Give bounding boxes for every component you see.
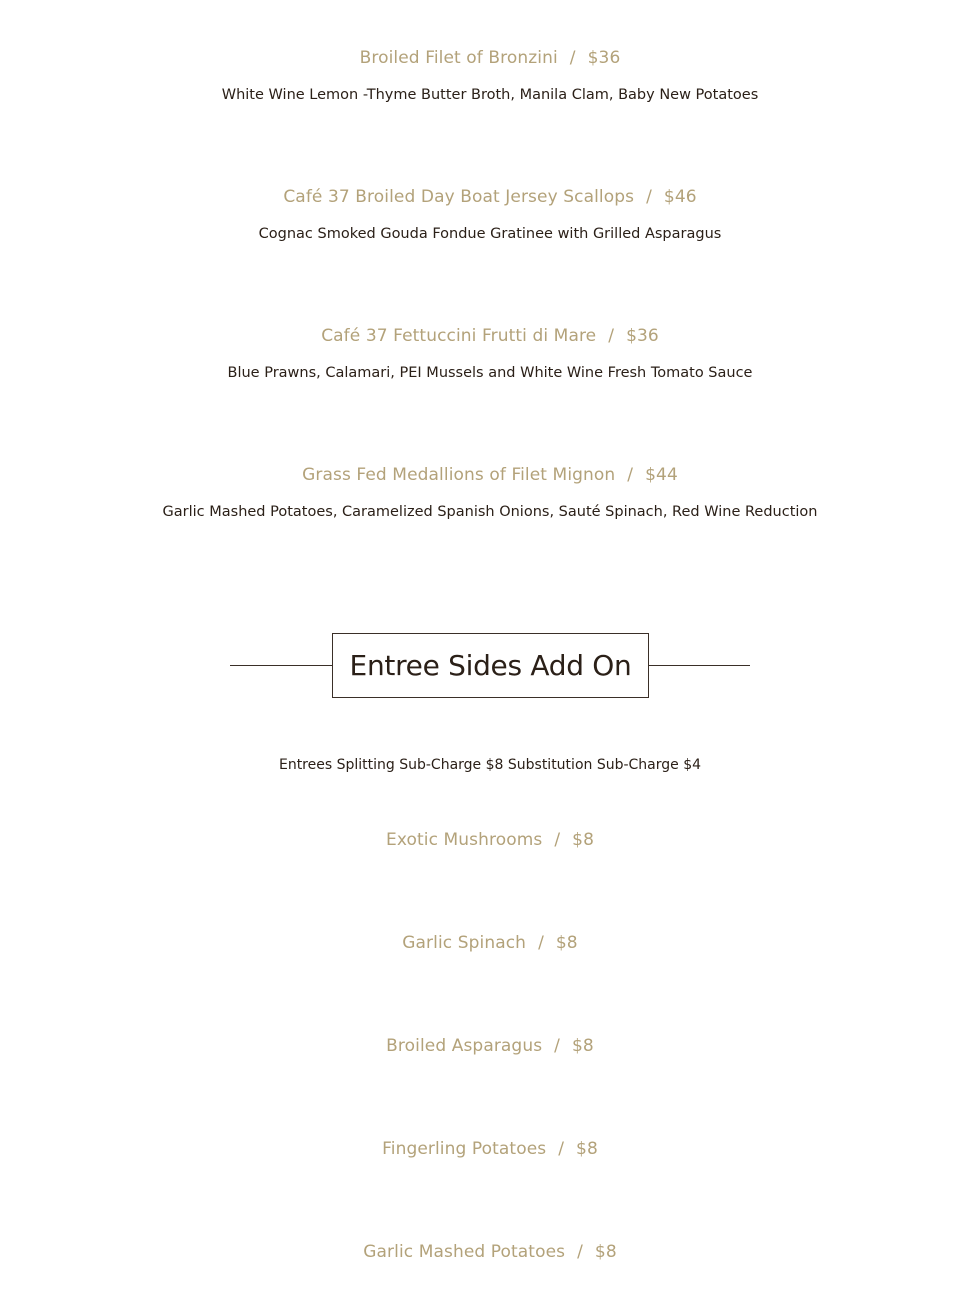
item-price: $36 [587, 48, 621, 68]
side-item-fingerling-potatoes [0, 1139, 965, 1159]
menu-item-fettuccini-description [0, 365, 965, 381]
surcharge-note [0, 757, 965, 773]
item-price: $46 [663, 187, 697, 207]
item-price: $36 [626, 326, 659, 346]
menu-item-filet-mignon-description [0, 504, 965, 520]
menu-item-scallops-description [0, 226, 965, 242]
price-separator: / [646, 187, 652, 207]
price-separator: / [608, 326, 615, 346]
item-price: $8 [555, 933, 578, 953]
item-title [0, 1139, 965, 1159]
menu-item-bronzini-description [0, 87, 965, 103]
item-price: $8 [594, 1242, 617, 1262]
item-title [0, 465, 965, 485]
item-name: Exotic Mushrooms [386, 830, 543, 850]
price-separator: / [538, 933, 544, 953]
side-item-broiled-asparagus [0, 1036, 965, 1056]
item-title [0, 326, 965, 346]
item-name: Broiled Asparagus [386, 1036, 543, 1056]
header-rule-right [649, 665, 750, 666]
price-separator: / [569, 48, 576, 68]
item-price: $8 [572, 1036, 594, 1056]
section-title-box [332, 633, 649, 698]
item-title [0, 187, 965, 207]
item-name: Broiled Filet of Bronzini [359, 48, 558, 68]
item-title [0, 1036, 965, 1056]
item-price: $8 [576, 1139, 598, 1159]
item-title [0, 933, 965, 953]
price-separator: / [577, 1242, 583, 1262]
item-description: White Wine Lemon -Thyme Butter Broth, Manila Clam, Baby New Potatoes [221, 87, 759, 103]
item-name: Café 37 Fettuccini Frutti di Mare [321, 326, 597, 346]
item-title [0, 830, 965, 850]
side-item-exotic-mushrooms [0, 830, 965, 850]
item-description: Blue Prawns, Calamari, PEI Mussels and White Wine Fresh Tomato Sauce [227, 365, 753, 381]
price-separator: / [554, 1036, 560, 1056]
price-separator: / [627, 465, 634, 485]
side-item-garlic-spinach [0, 933, 965, 953]
item-price: $8 [572, 830, 594, 850]
item-price: $44 [645, 465, 678, 485]
item-name: Café 37 Broiled Day Boat Jersey Scallops [283, 187, 635, 207]
side-item-garlic-mashed-potatoes [0, 1242, 965, 1262]
section-header-sides [230, 633, 750, 698]
surcharge-note-text: Entrees Splitting Sub-Charge $8 Substitution Sub-Charge $4 [278, 757, 702, 773]
price-separator: / [554, 830, 561, 850]
menu-item-bronzini [0, 48, 965, 68]
item-description: Cognac Smoked Gouda Fondue Gratinee with Grilled Asparagus [258, 226, 722, 242]
menu-item-fettuccini [0, 326, 965, 346]
item-name: Grass Fed Medallions of Filet Mignon [302, 465, 616, 485]
price-separator: / [558, 1139, 565, 1159]
item-name: Fingerling Potatoes [382, 1139, 547, 1159]
item-title [0, 1242, 965, 1262]
item-title [0, 48, 965, 68]
menu-item-scallops [0, 187, 965, 207]
header-rule-left [230, 665, 332, 666]
item-description: Garlic Mashed Potatoes, Caramelized Spanish Onions, Sauté Spinach, Red Wine Reduction [162, 504, 818, 520]
item-name: Garlic Spinach [402, 933, 527, 953]
item-name: Garlic Mashed Potatoes [363, 1242, 566, 1262]
menu-item-filet-mignon [0, 465, 965, 485]
section-title: Entree Sides Add On [349, 649, 632, 682]
